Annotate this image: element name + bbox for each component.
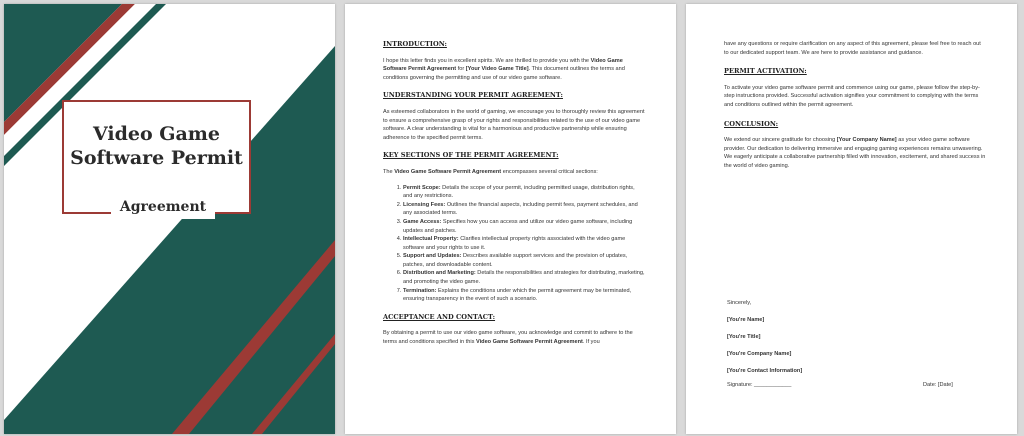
section-term: Permit Scope:: [403, 184, 441, 191]
intro-heading: INTRODUCTION:: [383, 40, 447, 48]
list-item: [403, 184, 645, 201]
agreement-page-2: [345, 4, 676, 434]
acceptance-paragraph: [383, 329, 645, 346]
activation-heading: PERMIT ACTIVATION:: [724, 67, 807, 76]
section-text: Specifies how you can access and utilize our video game software, including updates and patches.: [403, 218, 633, 234]
section-term: Game Access:: [403, 218, 442, 225]
section-text: Details the responsibilities and strategies for distributing, marketing, and promoting the video game.: [403, 270, 645, 286]
cover-page: [4, 4, 335, 434]
date-line: Date: [Date]: [923, 382, 953, 388]
conclusion-text-a: We extend our sincere gratitude for choosing: [724, 137, 837, 144]
continued-paragraph: have any questions or require clarification on any aspect of this agreement, please feel free to reach out to our dedicated support team. We are here to provide assistance and guidance.: [724, 41, 981, 56]
section-term: Support and Updates:: [403, 253, 462, 260]
section-term: Licensing Fees:: [403, 201, 446, 208]
sincerely-label: Sincerely,: [727, 300, 752, 306]
intro-text-e: . This document outlines the terms and conditions governing the permitting and use of our video game software.: [383, 66, 625, 81]
cover-title: [64, 122, 249, 170]
signer-contact: [You're Contact Information]: [727, 368, 803, 374]
conclusion-text-c: as your video game software provider. Our dedication to delivering immersive and engaging gaming experiences remains unwavering. We eagerly anticipate a collaborative partnership filled with innovation, excitement, and shared success in the world of video gaming.: [724, 137, 986, 169]
page2-body: [383, 40, 645, 347]
conclusion-heading: CONCLUSION:: [724, 119, 779, 128]
key-intro-a: The: [383, 168, 395, 175]
understanding-heading: UNDERSTANDING YOUR PERMIT AGREEMENT:: [383, 91, 563, 100]
cover-subtitle-box: [111, 195, 215, 219]
key-sections-heading: KEY SECTIONS OF THE PERMIT AGREEMENT:: [383, 151, 559, 160]
intro-paragraph: [383, 57, 645, 83]
acceptance-heading: ACCEPTANCE AND CONTACT:: [383, 312, 496, 321]
section-text: Details the scope of your permit, including permitted usage, distribution rights, and any restrictions.: [403, 184, 635, 200]
page3-body: [724, 40, 986, 171]
cover-background-shapes: [4, 4, 335, 434]
section-term: Distribution and Marketing:: [403, 270, 476, 277]
key-sections-intro: [383, 168, 645, 177]
cover-title-line2: Software Permit: [70, 147, 243, 169]
list-item: [403, 201, 645, 218]
activation-paragraph: To activate your video game software permit and commence using our game, please follow the step-by-step instructions provided. Successful activation signifies your commitment to complying with the terms and conditions outlined within the permit agreement.: [724, 84, 980, 108]
section-text: Explains the conditions under which the permit agreement may be terminated, ensuring transparency in the event of such a scenario.: [403, 287, 632, 303]
section-term: Termination:: [403, 287, 437, 294]
cover-subtitle: Agreement: [119, 199, 207, 215]
intro-text-d: [Your Video Game Title]: [465, 66, 529, 73]
signature-line: Signature: ____________: [727, 382, 792, 388]
list-item: [403, 252, 645, 269]
section-text: Clarifies intellectual property rights associated with the video game software and your rights to use it.: [403, 236, 626, 251]
conclusion-text-b: [Your Company Name]: [836, 137, 897, 144]
understanding-paragraph: As esteemed collaborators in the world of gaming, we encourage you to thoroughly review this agreement to ensure a comprehensive grasp of your rights and responsibilities related to the use of our video game software. A clear understanding is vital for a harmonious and productive partnership while ensuring adherence to the specified permit terms.: [383, 108, 645, 141]
list-item: [403, 269, 645, 286]
intro-text-b: Video Game Software Permit Agreement: [383, 57, 623, 73]
intro-text-a: I hope this letter finds you in excellent spirits. We are thrilled to provide you with the: [383, 57, 591, 64]
key-sections-list: [383, 184, 645, 304]
acceptance-text-b: Video Game Software Permit Agreement: [475, 339, 583, 346]
list-item: [403, 287, 645, 304]
section-term: Intellectual Property:: [403, 236, 459, 243]
acceptance-text-a: By obtaining a permit to use our video game software, you acknowledge and commit to adhere to the terms and conditions specified in this: [383, 330, 633, 346]
list-item: [403, 218, 645, 235]
section-text: Describes available support services and the provision of updates, patches, and downloadable content.: [403, 253, 628, 268]
cover-title-line1: Video Game: [92, 123, 221, 145]
key-intro-c: encompasses several critical sections:: [501, 168, 598, 175]
signer-title: [You're Title]: [727, 334, 761, 340]
intro-text-c: for: [456, 66, 466, 73]
conclusion-paragraph: [724, 136, 986, 170]
agreement-page-3: [686, 4, 1017, 434]
list-item: [403, 235, 645, 252]
signer-name: [You're Name]: [727, 317, 765, 323]
signer-company: [You're Company Name]: [727, 351, 792, 357]
section-text: Outlines the financial aspects, including permit fees, payment schedules, and any associated terms.: [403, 201, 638, 217]
key-intro-b: Video Game Software Permit Agreement: [394, 168, 502, 175]
acceptance-text-c: . If you: [582, 339, 600, 346]
